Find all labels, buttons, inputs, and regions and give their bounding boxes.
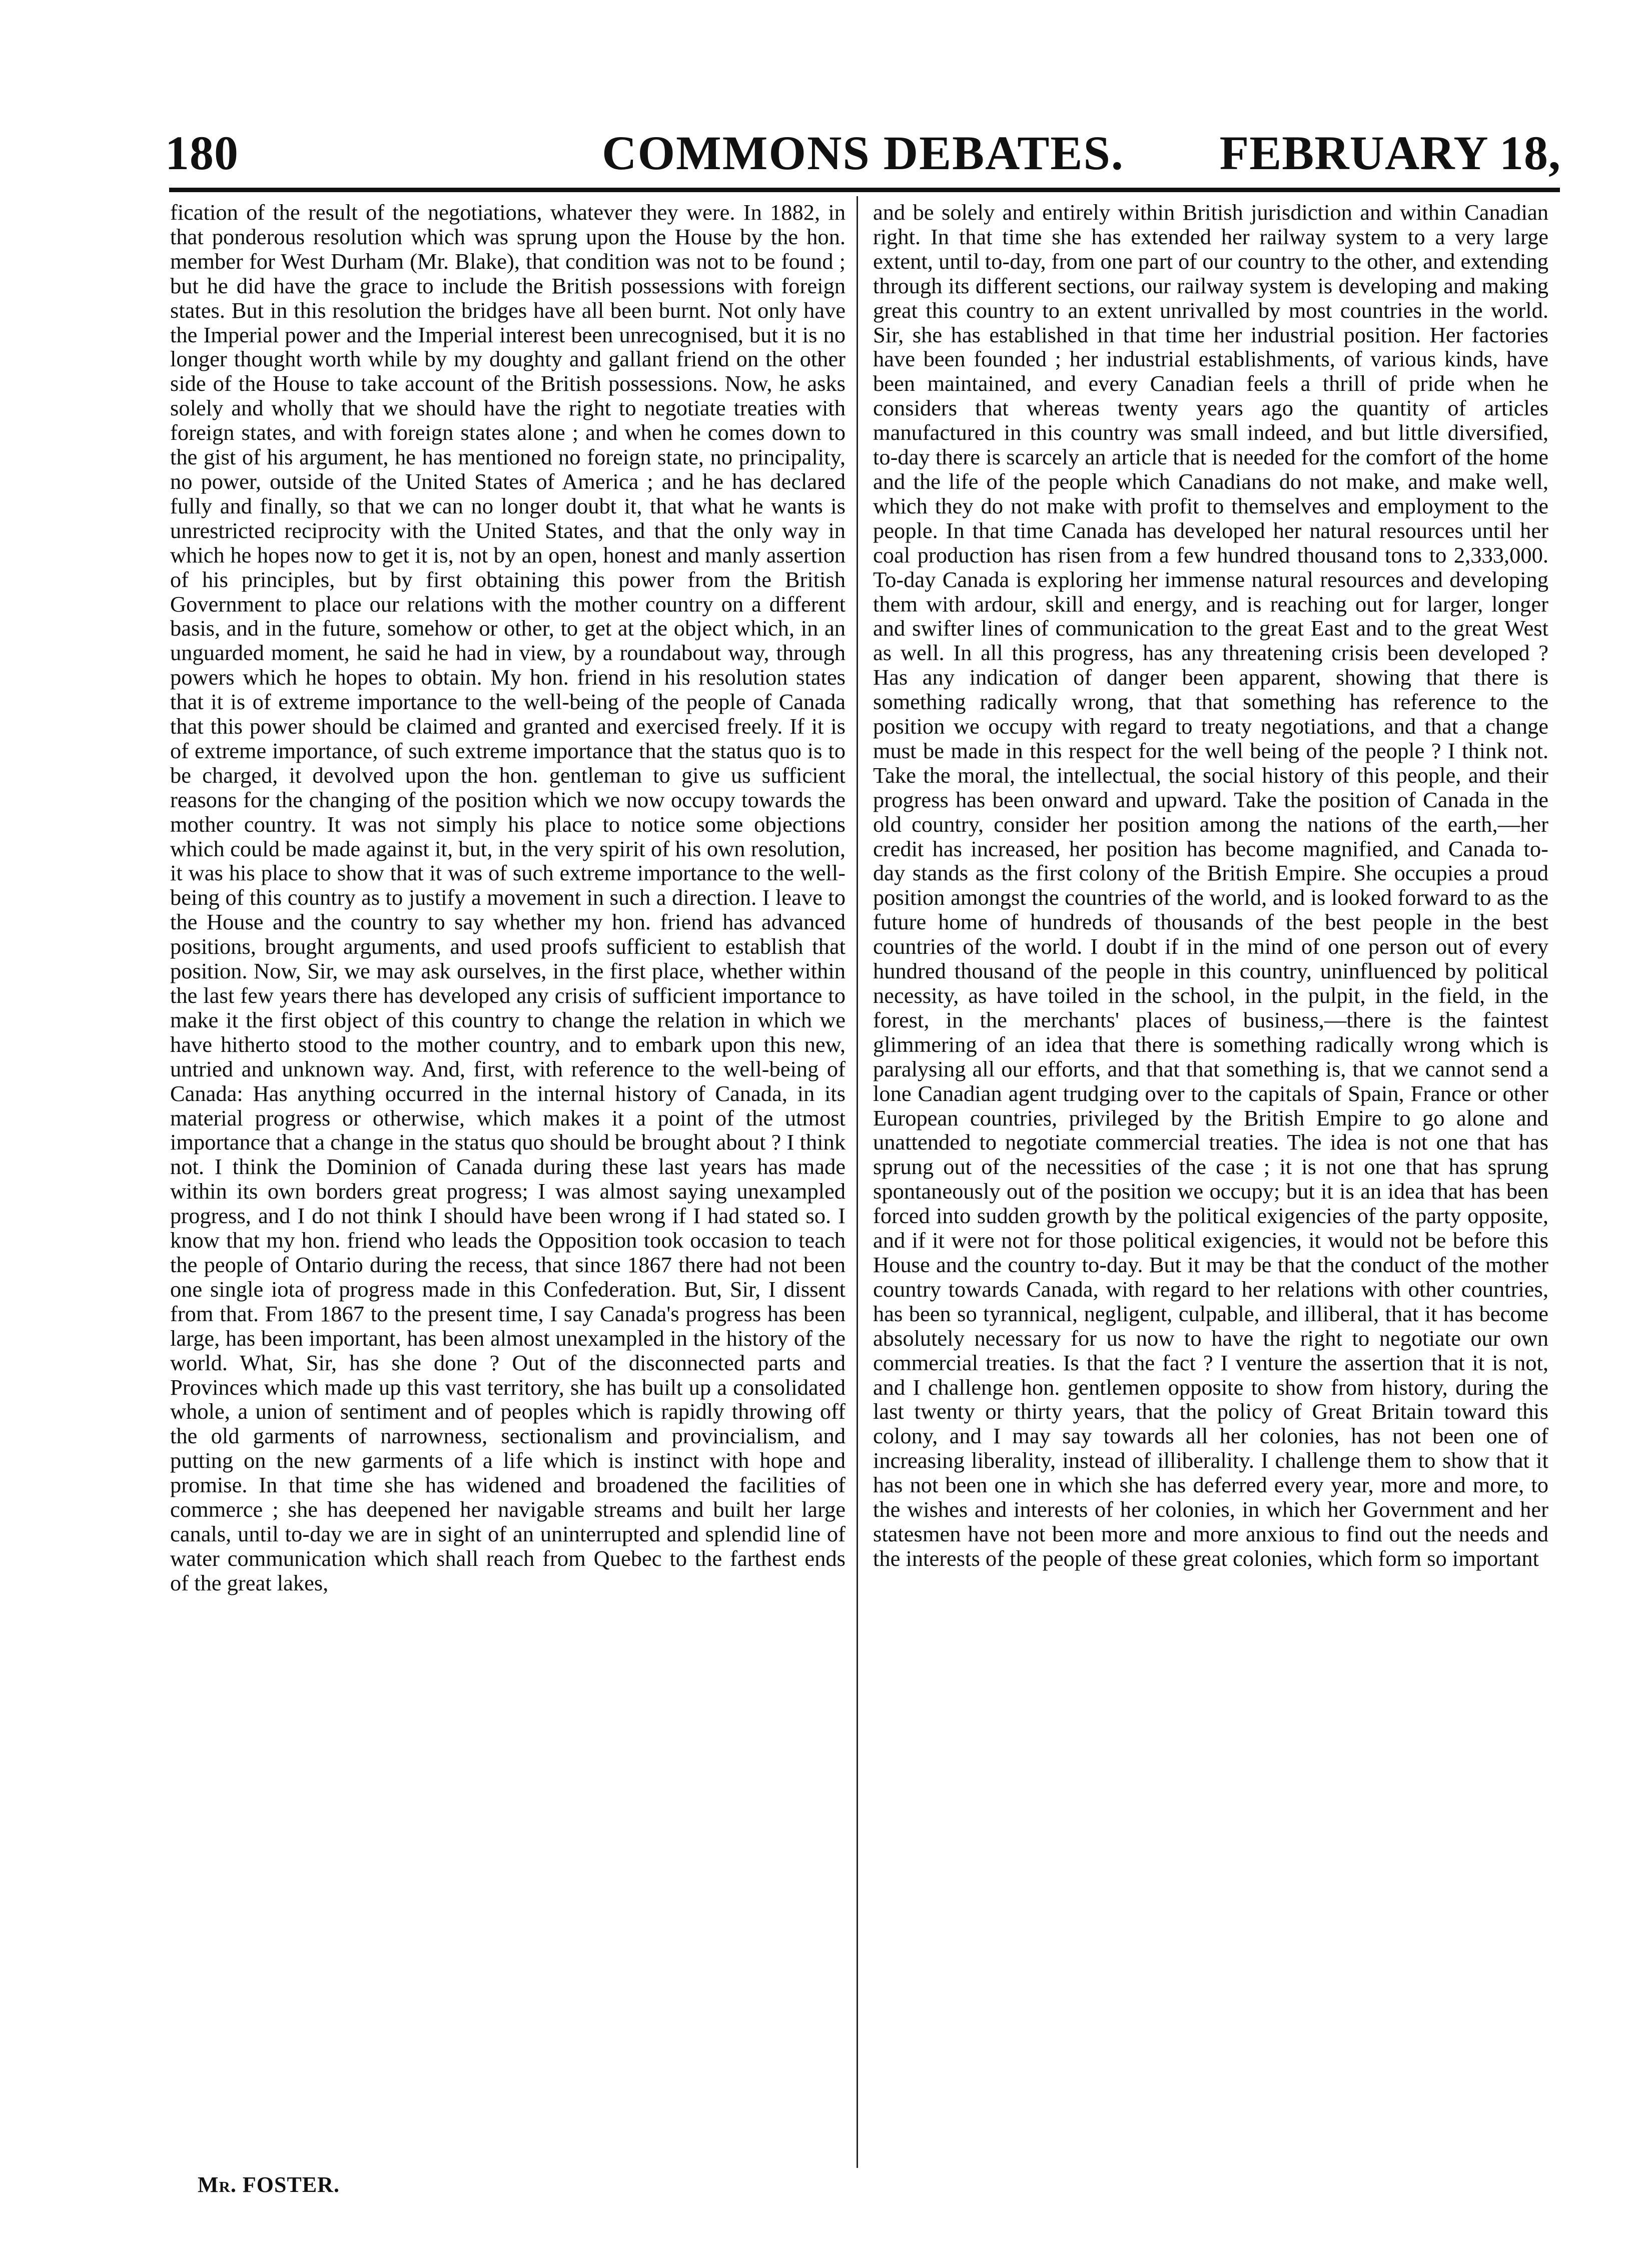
publication-title: COMMONS DEBATES.: [602, 126, 1124, 180]
column-divider: [857, 196, 858, 2168]
right-column: [873, 200, 1548, 1571]
speaker-footer: Mr. FOSTER.: [198, 2172, 340, 2197]
header-rule: [169, 188, 1560, 192]
right-column-text: and be solely and entirely within British jurisdiction and within Canadian right. In that time she has extended her railway system to a very large extent, until to-day, from one part of our country to the other, and extending through its different sections, our railway system is developing and making great this country to an extent unrivalled by most countries in the world. Sir, she has established in that time her industrial position. Her factories have been founded ; her industrial establishments, of various kinds, have been maintained, and every Canadian feels a thrill of pride when he considers that whereas twenty years ago the quantity of articles manufactured in this country was small indeed, and but little diversified, to-day there is scarcely an article that is needed for the comfort of the home and the life of the people which Canadians do not make, and make well, which they do not make with profit to themselves and employment to the people. In that time Canada has developed her natural resources until her coal production has risen from a few hundred thousand tons to 2,333,000. To-day Canada is exploring her immense natural resources and developing them with ardour, skill and energy, and is reaching out for larger, longer and swifter lines of communication to the great East and to the great West as well. In all this progress, has any threatening crisis been developed ? Has any indication of danger been apparent, showing that there is something radically wrong, that that something has reference to the position we occupy with regard to treaty negotiations, and that a change must be made in this respect for the well being of the people ? I think not. Take the moral, the intellectual, the social history of this people, and their progress has been onward and upward. Take the position of Canada in the old country, consider her position among the nations of the earth,—her credit has increased, her position has become magnified, and Canada to-day stands as the first colony of the British Empire. She occupies a proud position amongst the countries of the world, and is looked forward to as the future home of hundreds of thousands of the best people in the best countries of the world. I doubt if in the mind of one person out of every hundred thousand of the people in this country, uninfluenced by political necessity, as have toiled in the school, in the pulpit, in the field, in the forest, in the merchants' places of business,—there is the faintest glimmering of an idea that there is something radically wrong which is paralysing all our efforts, and that that something is, that we cannot send a lone Canadian agent trudging over to the capitals of Spain, France or other European countries, privileged by the British Empire to go alone and unattended to negotiate commercial treaties. The idea is not one that has sprung out of the necessities of the case ; it is not one that has sprung spontaneously out of the position we occupy; but it is an idea that has been forced into sudden growth by the political exigencies of the party opposite, and if it were not for those political exigencies, it would not be before this House and the country to-day. But it may be that the conduct of the mother country towards Canada, with regard to her relations with other countries, has been so tyrannical, negligent, culpable, and illiberal, that it has become absolutely necessary for us now to have the right to negotiate our own commercial treaties. Is that the fact ? I venture the assertion that it is not, and I challenge hon. gentlemen opposite to show from history, during the last twenty or thirty years, that the policy of Great Britain toward this colony, and I may say towards all her colonies, has not been one of increasing liberality, instead of illiberality. I challenge them to show that it has not been one in which she has deferred every year, more and more, to the wishes and interests of her colonies, in which her Government and her statesmen have not been more and more anxious to find out the needs and the interests of the people of these great colonies, which form so important: [873, 200, 1548, 1571]
page-number: 180: [165, 126, 239, 180]
page-header: [165, 125, 1561, 180]
header-date: FEBRUARY 18,: [1219, 126, 1561, 180]
left-column-text: fication of the result of the negotiations, whatever they were. In 1882, in that ponderous resolution which was sprung upon the House by the hon. member for West Durham (Mr. Blake), that condition was not to be found ; but he did have the grace to include the British possessions with foreign states. But in this resolution the bridges have all been burnt. Not only have the Imperial power and the Imperial interest been unrecognised, but it is no longer thought worth while by my doughty and gallant friend on the other side of the House to take account of the British possessions. Now, he asks solely and wholly that we should have the right to negotiate treaties with foreign states, and with foreign states alone ; and when he comes down to the gist of his argument, he has mentioned no foreign state, no principality, no power, outside of the United States of America ; and he has declared fully and finally, so that we can no longer doubt it, that what he wants is unrestricted reciprocity with the United States, and that the only way in which he hopes now to get it is, not by an open, honest and manly assertion of his principles, but by first obtaining this power from the British Government to place our relations with the mother country on a different basis, and in the future, somehow or other, to get at the object which, in an unguarded moment, he said he had in view, by a roundabout way, through powers which he hopes to obtain. My hon. friend in his resolution states that it is of extreme importance to the well-being of the people of Canada that this power should be claimed and granted and exercised freely. If it is of extreme importance, of such extreme importance that the status quo is to be charged, it devolved upon the hon. gentleman to give us sufficient reasons for the changing of the position which we now occupy towards the mother country. It was not simply his place to notice some objections which could be made against it, but, in the very spirit of his own resolution, it was his place to show that it was of such extreme importance to the well-being of this country as to justify a movement in such a direction. I leave to the House and the country to say whether my hon. friend has advanced positions, brought arguments, and used proofs sufficient to establish that position. Now, Sir, we may ask ourselves, in the first place, whether within the last few years there has developed any crisis of sufficient importance to make it the first object of this country to change the relation in which we have hitherto stood to the mother country, and to embark upon this new, untried and unknown way. And, first, with reference to the well-being of Canada: Has anything occurred in the internal history of Canada, in its material progress or otherwise, which makes it a point of the utmost importance that a change in the status quo should be brought about ? I think not. I think the Dominion of Canada during these last years has made within its own borders great progress; I was almost saying unexampled progress, and I do not think I should have been wrong if I had stated so. I know that my hon. friend who leads the Opposition took occasion to teach the people of Ontario during the recess, that since 1867 there had not been one single iota of progress made in this Confederation. But, Sir, I dissent from that. From 1867 to the present time, I say Canada's progress has been large, has been important, has been almost unexampled in the history of the world. What, Sir, has she done ? Out of the disconnected parts and Provinces which made up this vast territory, she has built up a consolidated whole, a union of sentiment and of peoples which is rapidly throwing off the old garments of narrowness, sectionalism and provincialism, and putting on the new garments of a life which is instinct with hope and promise. In that time she has widened and broadened the facilities of commerce ; she has deepened her navigable streams and built her large canals, until to-day we are in sight of an uninterrupted and splendid line of water communication which shall reach from Quebec to the farthest ends of the great lakes,: [170, 200, 846, 1595]
left-column: [170, 200, 846, 1595]
